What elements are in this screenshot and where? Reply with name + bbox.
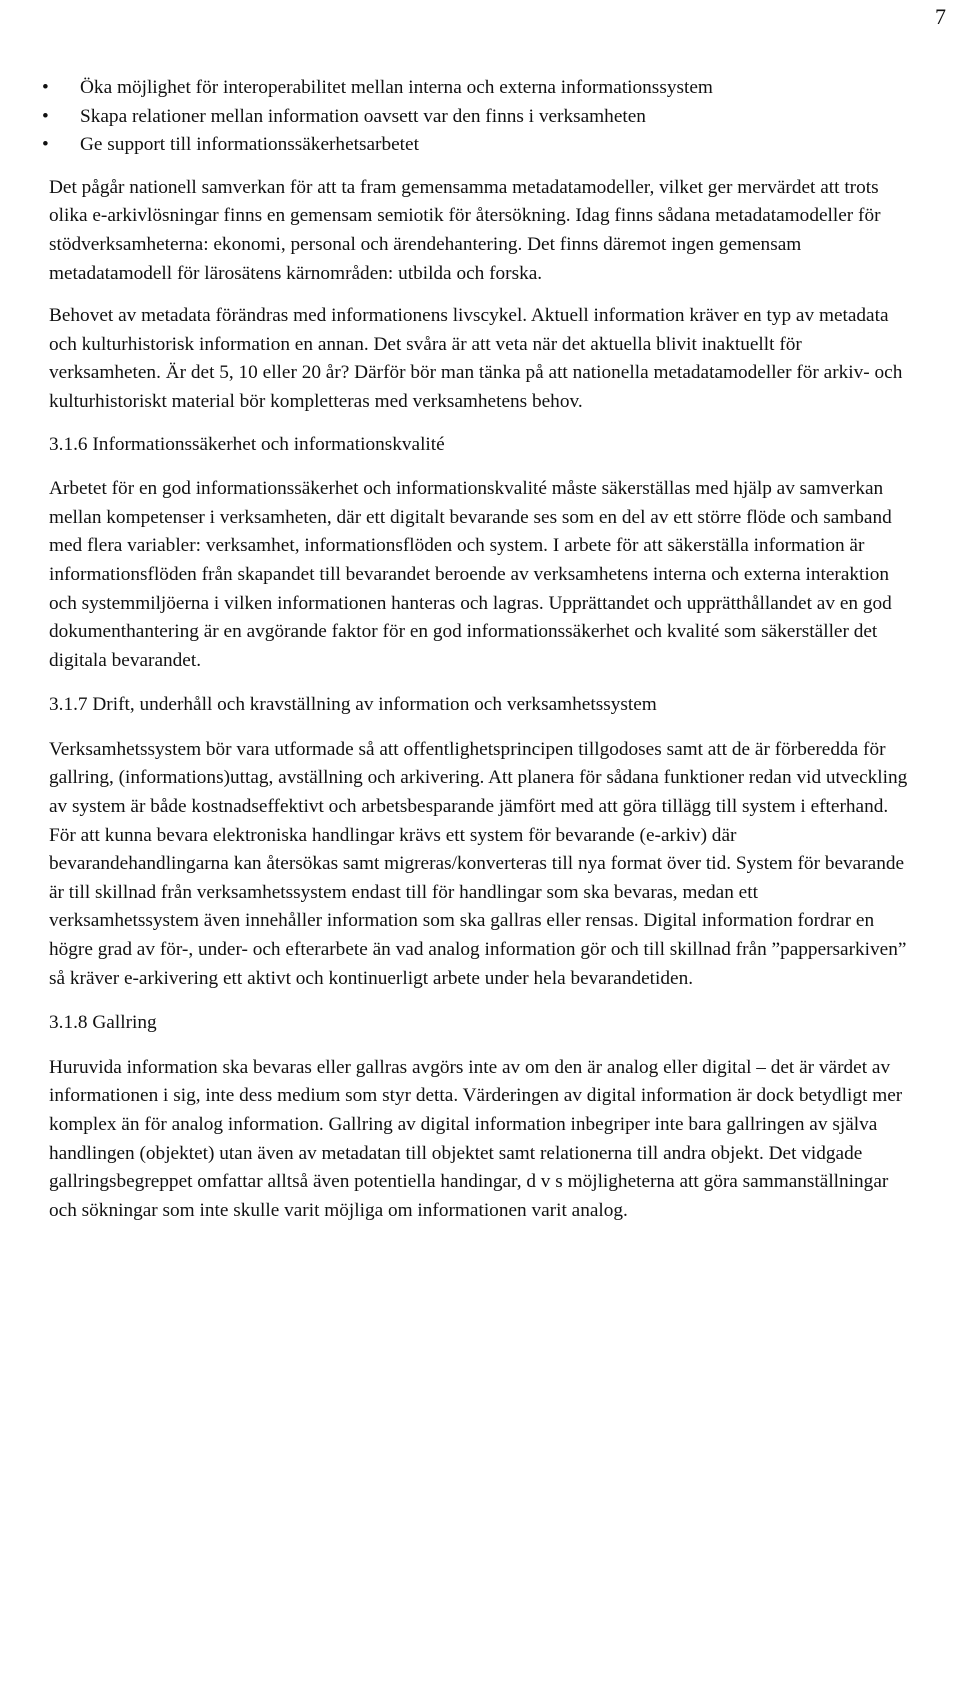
page-number: 7 (935, 4, 946, 29)
paragraph-metadata-lifecycle: Behovet av metadata förändras med informationens livscykel. Aktuell information kräver en typ av metadata och kulturhistorisk information en annan. Det svåra är att veta när det aktuella blivit inaktuellt för verksamheten. Är det 5, 10 eller 20 år? Därför bör man tänka på att nationella metadatamodeller för arkiv- och kulturhistoriskt material bör kompletteras med verksamhetens behov. (49, 305, 903, 412)
bullet-list (49, 74, 909, 160)
paragraph-national-cooperation: Det pågår nationell samverkan för att ta fram gemensamma metadatamodeller, vilket ger mervärdet att trots olika e-arkivlösningar finns en gemensam semiotik för återsökning. Idag finns sådana metadatamodeller för stödverksamheterna: ekonomi, personal och ärendehantering. Det finns däremot ingen gemensam metadatamodell för lärosätens kärnområden: utbilda och forska. (49, 176, 881, 284)
section-heading-3-1-6: 3.1.6 Informationssäkerhet och informationskvalité (49, 433, 445, 455)
section-body-3-1-6: Arbetet för en god informationssäkerhet och informationskvalité måste säkerställas med hjälp av samverkan mellan kompetenser i verksamheten, där ett digitalt bevarande ses som en del av ett större flöde och samband med flera variabler: verksamhet, informationsflöden och system. I arbete för att säkerställa information är informationsflöden från skapandet till bevarandet beroende av verksamhetens interna och externa interaktion och systemmiljöerna i vilken informationen hanteras och lagras. Upprättandet och upprätthållandet av en god dokumenthantering är en avgörande faktor för en god informationssäkerhet och kvalité som säkerställer det digitala bevarandet. (49, 478, 892, 671)
section-heading-3-1-7: 3.1.7 Drift, underhåll och kravställning av information och verksamhetssystem (49, 694, 657, 716)
section-body-3-1-7: Verksamhetssystem bör vara utformade så att offentlighetsprincipen tillgodoses samt att de är förberedda för gallring, (informations)uttag, avställning och arkivering. Att planera för sådana funktioner redan vid utveckling av system är både kostnadseffektivt och arbetsbesparande jämfört med att göra tillägg till system i efterhand. För att kunna bevara elektroniska handlingar krävs ett system för bevarande (e-arkiv) där bevarandehandlingarna kan återsökas samt migreras/konverteras till nya format över tid. System för bevarande är till skillnad från verksamhetssystem endast till för handlingar som ska bevaras, medan ett verksamhetssystem även innehåller information som ska gallras eller rensas. Digital information fordrar en högre grad av för-, under- och efterarbete än vad analog information gör och till skillnad från ”pappersarkiven” så kräver e-arkivering ett aktivt och kontinuerligt arbete under hela bevarandetiden. (49, 738, 908, 989)
section-heading-3-1-8: 3.1.8 Gallring (49, 1012, 157, 1034)
bullet-item: • Skapa relationer mellan information oavsett var den finns i verksamheten (49, 103, 909, 132)
page-content (49, 74, 909, 1239)
section-body-3-1-8: Huruvida information ska bevaras eller gallras avgörs inte av om den är analog eller digital – det är värdet av informationen i sig, inte dess medium som styr detta. Värderingen av digital information är dock betydligt mer komplex än för analog information. Gallring av digital information inbegriper inte bara gallringen av själva handlingen (objektet) utan även av metadatan till objektet samt relationerna till andra objekt. Det vidgade gallringsbegreppet omfattar alltså även potentiella handingar, d v s möjligheterna att göra sammanställningar och sökningar som inte skulle varit möjliga om informationen varit analog. (49, 1056, 903, 1221)
bullet-item: • Ge support till informationssäkerhetsarbetet (49, 131, 909, 160)
bullet-item: • Öka möjlighet för interoperabilitet mellan interna och externa informationssystem (49, 74, 909, 103)
